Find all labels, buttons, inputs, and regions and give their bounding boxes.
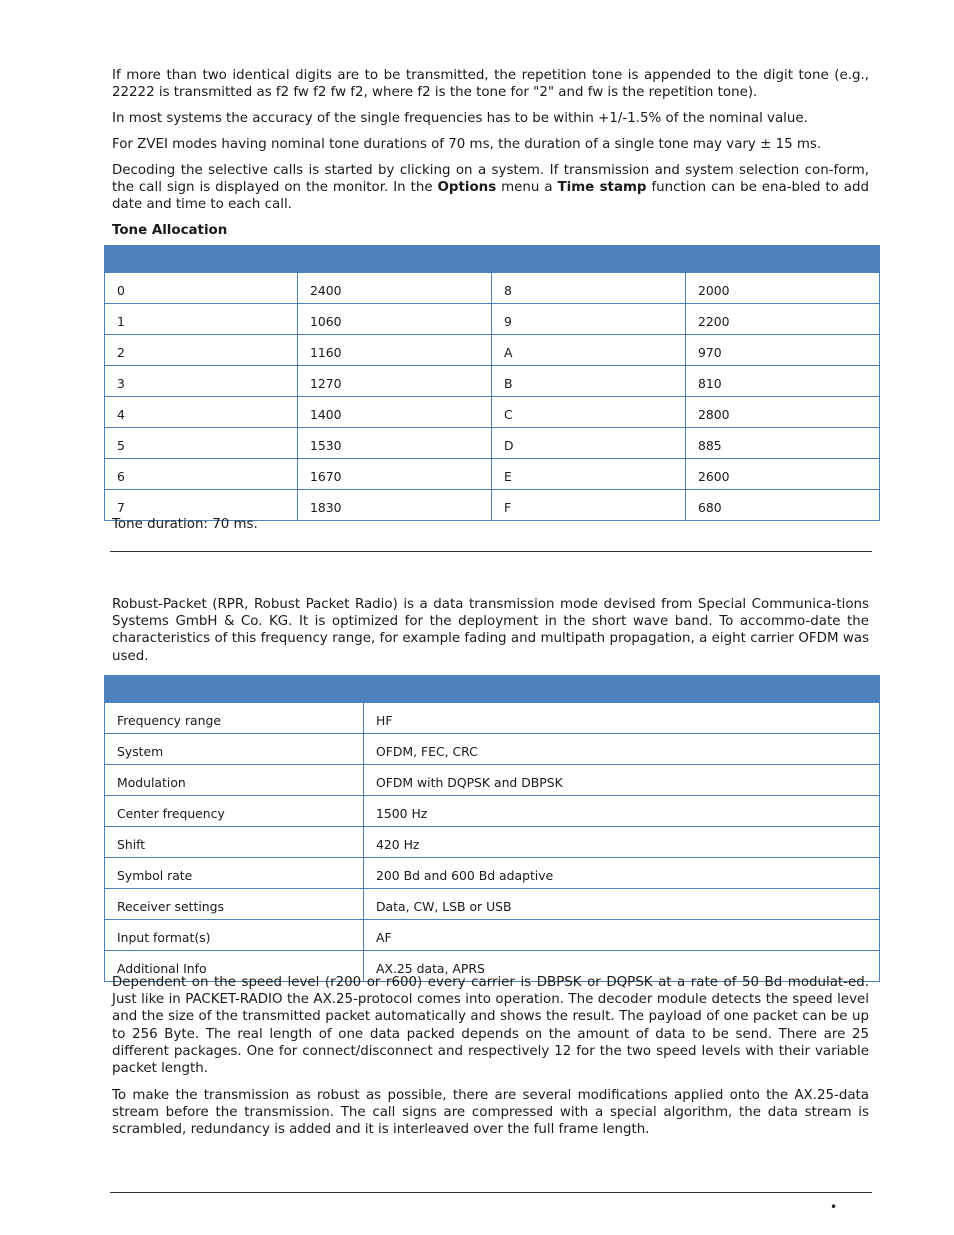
spec-table-row xyxy=(105,734,880,765)
decoding-text-1: Decoding the selective calls is started by clicking on a system. If transmission and system selection con-form, the call sign is displayed on the monitor. In the xyxy=(112,163,869,196)
tone-table-row xyxy=(105,459,880,490)
tone-table-row-cell: 1400 xyxy=(298,397,492,428)
spec-table-row-cell: Symbol rate xyxy=(105,858,364,889)
paragraph-speed-level: Dependent on the speed level (r200 or r600) every carrier is DBPSK or DQPSK at a rate of 50 Bd modulat-ed. Just like in PACKET-RADIO the AX.25-protocol comes into operation. The decoder module detects the speed level and the size of the transmitted packet automatically and shows the result. The payload of one packet can be up to 256 Byte. The real length of one data packed depends on the amount of data to be send. There are 25 different packages. One for connect/disconnect and respectively 12 for the two speed levels with their variable packet length. xyxy=(112,975,869,1077)
tone-table-row-cell: 2200 xyxy=(686,304,880,335)
tone-table-row-cell: B xyxy=(492,366,686,397)
spec-table-row-cell: Frequency range xyxy=(105,703,364,734)
footer-bullet: • xyxy=(830,1200,838,1214)
spec-table-row-cell: 200 Bd and 600 Bd adaptive xyxy=(364,858,880,889)
spec-table-row xyxy=(105,827,880,858)
tone-table-row-cell: 0 xyxy=(105,273,298,304)
tone-table-row-cell: 3 xyxy=(105,366,298,397)
spec-table-row-cell: System xyxy=(105,734,364,765)
tone-table-row-cell: 680 xyxy=(686,490,880,521)
spec-table-row xyxy=(105,796,880,827)
tone-table-row-cell: 2400 xyxy=(298,273,492,304)
paragraph-robust-packet: Robust-Packet (RPR, Robust Packet Radio) is a data transmission mode devised from Special Communica-tions Systems GmbH & Co. KG. It is optimized for the deployment in the short wave band. To accommo-date the characteristics of this frequency range, for example fading and multipath propagation, a eight carrier OFDM was used. xyxy=(112,597,869,664)
time-stamp-label: Time stamp xyxy=(557,180,647,196)
tone-table-row-cell: 6 xyxy=(105,459,298,490)
tone-duration-note: Tone duration: 70 ms. xyxy=(112,517,258,532)
tone-table-row-cell: 1160 xyxy=(298,335,492,366)
tone-table-row xyxy=(105,397,880,428)
tone-table-row xyxy=(105,335,880,366)
paragraph-accuracy: In most systems the accuracy of the single frequencies has to be within +1/-1.5% of the nominal value. xyxy=(112,111,808,126)
tone-table-row-cell: 2000 xyxy=(686,273,880,304)
options-menu-label: Options xyxy=(437,180,497,196)
paragraph-decoding xyxy=(112,162,869,214)
spec-table-header xyxy=(105,676,880,703)
spec-table-row-cell: Shift xyxy=(105,827,364,858)
tone-table-header xyxy=(105,246,880,273)
tone-table-row-cell: 8 xyxy=(492,273,686,304)
tone-table-row-cell: 1060 xyxy=(298,304,492,335)
decoding-text-3: function can be ena-bled to add date and time to each call. xyxy=(112,180,870,213)
tone-table-row-cell: E xyxy=(492,459,686,490)
tone-table-row xyxy=(105,366,880,397)
tone-table-row-cell: 810 xyxy=(686,366,880,397)
tone-table-row-cell: 7 xyxy=(105,490,298,521)
tone-table-row xyxy=(105,273,880,304)
spec-table-row-cell: Additional Info xyxy=(105,951,364,982)
tone-table-row-cell: 2800 xyxy=(686,397,880,428)
tone-table-row-cell: 1530 xyxy=(298,428,492,459)
tone-table-row-cell: 1830 xyxy=(298,490,492,521)
spec-table-row-cell: HF xyxy=(364,703,880,734)
tone-table-row-cell: 2 xyxy=(105,335,298,366)
spec-table-row-cell: 1500 Hz xyxy=(364,796,880,827)
tone-table-row-cell: 4 xyxy=(105,397,298,428)
tone-table-row-cell: 885 xyxy=(686,428,880,459)
spec-table-row-cell: 420 Hz xyxy=(364,827,880,858)
tone-allocation-heading: Tone Allocation xyxy=(112,223,228,238)
decoding-text-2: menu a xyxy=(496,180,558,196)
spec-table-row xyxy=(105,920,880,951)
spec-table-row-cell: Center frequency xyxy=(105,796,364,827)
tone-table-row-cell: F xyxy=(492,490,686,521)
spec-table-row-cell: Receiver settings xyxy=(105,889,364,920)
tone-table-row-cell: C xyxy=(492,397,686,428)
paragraph-tone-duration: For ZVEI modes having nominal tone durations of 70 ms, the duration of a single tone may vary ± 15 ms. xyxy=(112,137,822,152)
spec-table-row-cell: OFDM, FEC, CRC xyxy=(364,734,880,765)
tone-table-row-cell: A xyxy=(492,335,686,366)
spec-table-row-cell: AF xyxy=(364,920,880,951)
tone-table-row xyxy=(105,304,880,335)
tone-table-row-cell: 1670 xyxy=(298,459,492,490)
spec-table-row-cell: OFDM with DQPSK and DBPSK xyxy=(364,765,880,796)
rpr-spec-table xyxy=(104,675,880,982)
tone-table-row-cell: 970 xyxy=(686,335,880,366)
spec-table-row-cell: Data, CW, LSB or USB xyxy=(364,889,880,920)
tone-table-row xyxy=(105,428,880,459)
tone-table-row-cell: 1 xyxy=(105,304,298,335)
tone-allocation-table xyxy=(104,245,880,521)
section-divider xyxy=(110,551,872,552)
spec-table-row-cell: AX.25 data, APRS xyxy=(364,951,880,982)
tone-table-row-cell: 5 xyxy=(105,428,298,459)
footer-rule xyxy=(110,1192,872,1193)
tone-table-row-cell: 2600 xyxy=(686,459,880,490)
paragraph-robustness: To make the transmission as robust as possible, there are several modifications applied onto the AX.25-data stream before the transmission. The call signs are compressed with a special algorithm, the data stream is scrambled, redundancy is added and it is interleaved over the full frame length. xyxy=(112,1088,869,1138)
tone-table-row-cell: 1270 xyxy=(298,366,492,397)
spec-table-row xyxy=(105,858,880,889)
spec-table-row-cell: Input format(s) xyxy=(105,920,364,951)
spec-table-row xyxy=(105,703,880,734)
tone-table-row-cell: D xyxy=(492,428,686,459)
spec-table-row xyxy=(105,765,880,796)
spec-table-row xyxy=(105,889,880,920)
paragraph-repetition-tone: If more than two identical digits are to be transmitted, the repetition tone is appended to the digit tone (e.g., 22222 is transmitted as f2 fw f2 fw f2, where f2 is the tone for "2" and fw is the repetition tone). xyxy=(112,68,869,101)
spec-table-row-cell: Modulation xyxy=(105,765,364,796)
tone-table-row-cell: 9 xyxy=(492,304,686,335)
